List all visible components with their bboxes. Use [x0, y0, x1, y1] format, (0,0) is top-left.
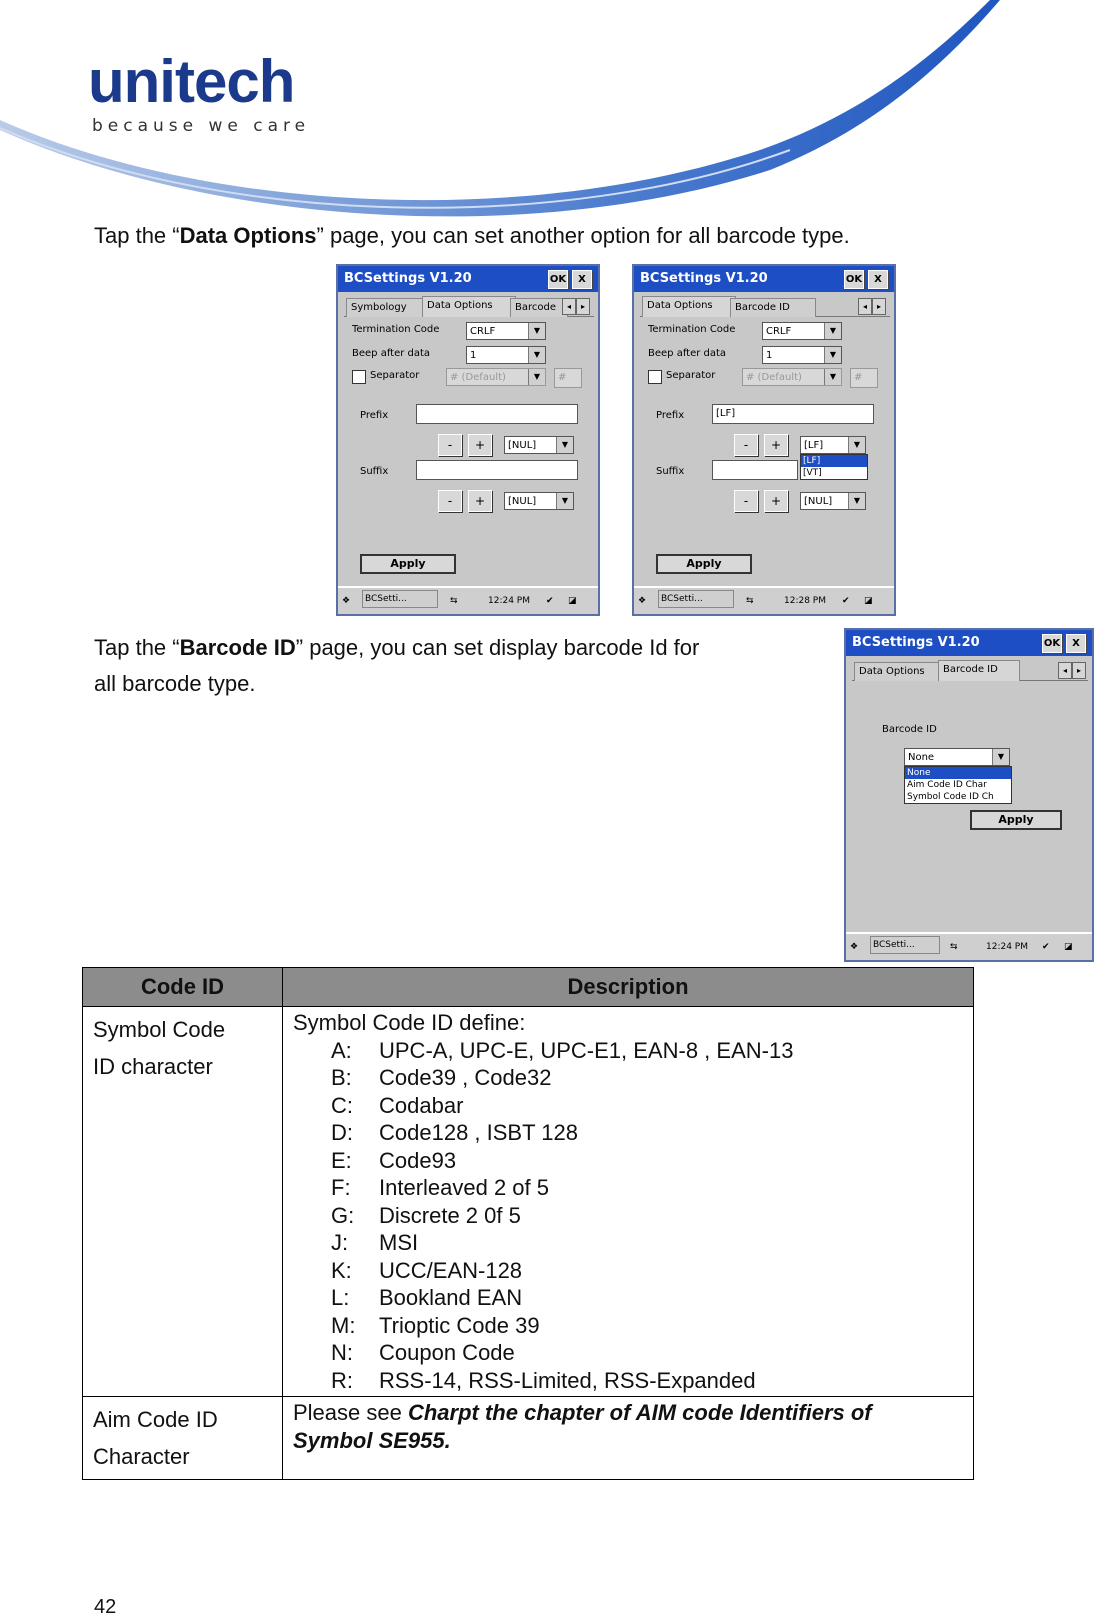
tab-scroll-right-icon[interactable]: ▸	[576, 298, 590, 315]
start-icon[interactable]: ❖	[638, 596, 647, 606]
tab-data-options[interactable]: Data Options	[854, 662, 944, 681]
screenshot-barcode-id	[844, 628, 1094, 962]
brand-logo: unitech	[88, 48, 295, 115]
termination-select[interactable]: CRLF ▼	[762, 322, 842, 340]
chevron-down-icon: ▼	[556, 493, 573, 509]
separator-label: Separator	[370, 370, 420, 381]
tab-scroll-right-icon[interactable]: ▸	[872, 298, 886, 315]
column-header-code-id: Code ID	[83, 968, 283, 1007]
clock: 12:24 PM	[986, 942, 1028, 952]
barcode-id-term: Barcode ID	[179, 635, 296, 660]
list-item: K: UCC/EAN-128	[331, 1257, 523, 1283]
barcode-id-intro: Tap the “Barcode ID” page, you can set display barcode Id for all barcode type.	[94, 635, 700, 696]
prefix-plus-button[interactable]: +	[468, 434, 492, 456]
dropdown-option[interactable]: Symbol Code ID Ch	[907, 792, 994, 802]
list-item: M: Trioptic Code 39	[331, 1312, 540, 1338]
list-item: L: Bookland EAN	[331, 1285, 523, 1310]
tab-strip	[852, 660, 1088, 681]
chevron-down-icon: ▼	[992, 749, 1009, 765]
beep-label: Beep after data	[352, 348, 431, 359]
table-row	[83, 1007, 974, 1397]
table-header-row	[83, 968, 974, 1007]
network-icon: ⇆	[950, 942, 958, 952]
desktop-icon[interactable]: ◪	[864, 596, 873, 606]
code-id-table	[82, 967, 974, 1480]
termination-label: Termination Code	[352, 324, 440, 335]
chevron-down-icon: ▼	[824, 323, 841, 339]
close-button[interactable]: X	[868, 270, 888, 289]
tab-scroll-left-icon[interactable]: ◂	[1058, 662, 1072, 679]
suffix-field[interactable]	[712, 460, 798, 480]
tab-data-options[interactable]: Data Options	[642, 296, 736, 317]
apply-button[interactable]: Apply	[360, 554, 456, 574]
suffix-minus-button[interactable]: -	[438, 490, 462, 512]
column-header-description: Description	[283, 968, 974, 1007]
dropdown-option[interactable]: [VT]	[803, 468, 822, 478]
suffix-label: Suffix	[656, 466, 685, 477]
tab-strip	[640, 296, 890, 317]
taskbar-app-button[interactable]: BCSetti...	[870, 936, 940, 954]
chevron-down-icon: ▼	[848, 437, 865, 453]
tab-barcode-id[interactable]: Barcode ID	[938, 660, 1020, 681]
suffix-minus-button[interactable]: -	[734, 490, 758, 512]
aim-reference: Charpt the chapter of AIM code Identifiers of	[407, 1400, 872, 1425]
screenshot-data-options-prefix	[632, 264, 896, 616]
taskbar	[338, 586, 598, 614]
ok-button[interactable]: OK	[844, 270, 864, 289]
start-icon[interactable]: ❖	[342, 596, 351, 606]
list-item: J: MSI	[331, 1230, 419, 1255]
list-item: D: Code128 , ISBT 128	[331, 1120, 578, 1145]
status-icon: ✔	[1042, 942, 1050, 952]
chevron-down-icon: ▼	[528, 369, 545, 385]
tab-scroll-left-icon[interactable]: ◂	[858, 298, 872, 315]
table-row	[83, 1397, 974, 1480]
tab-data-options[interactable]: Data Options	[422, 296, 516, 317]
tab-barcode[interactable]: Barcode	[510, 298, 568, 317]
separator-label: Separator	[666, 370, 716, 381]
chevron-down-icon: ▼	[824, 347, 841, 363]
list-item: G: Discrete 2 0f 5	[331, 1202, 521, 1228]
close-button[interactable]: X	[572, 270, 592, 289]
beep-select[interactable]: 1 ▼	[466, 346, 546, 364]
separator-checkbox[interactable]	[648, 370, 662, 384]
tab-scroll-right-icon[interactable]: ▸	[1072, 662, 1086, 679]
suffix-field[interactable]	[416, 460, 578, 480]
symbol-code-list	[331, 1037, 963, 1395]
taskbar	[846, 932, 1092, 960]
termination-label: Termination Code	[648, 324, 736, 335]
separator-char-field[interactable]: #	[850, 368, 878, 388]
ok-button[interactable]: OK	[1042, 634, 1062, 653]
page-number: 42	[94, 1596, 117, 1618]
description-cell: Please see Charpt the chapter of AIM code Identifiers of Symbol SE955.	[283, 1397, 974, 1480]
taskbar-app-button[interactable]: BCSetti...	[658, 590, 734, 608]
taskbar	[634, 586, 894, 614]
symbol-code-intro: Symbol Code ID define:	[293, 1010, 526, 1035]
prefix-minus-button[interactable]: -	[734, 434, 758, 456]
beep-label: Beep after data	[648, 348, 727, 359]
list-item: B: Code39 , Code32	[331, 1065, 552, 1090]
dropdown-option[interactable]: Aim Code ID Char	[907, 780, 987, 790]
apply-button[interactable]: Apply	[656, 554, 752, 574]
dropdown-option[interactable]: [LF]	[801, 455, 867, 467]
aim-reference-line2: Symbol SE955.	[293, 1427, 451, 1453]
tab-symbology[interactable]: Symbology	[346, 298, 428, 317]
code-id-cell: Aim Code ID Character	[83, 1397, 283, 1480]
tab-scroll-left-icon[interactable]: ◂	[562, 298, 576, 315]
chevron-down-icon: ▼	[848, 493, 865, 509]
list-item: A: UPC-A, UPC-E, UPC-E1, EAN-8 , EAN-13	[331, 1037, 794, 1063]
data-options-term: Data Options	[179, 223, 317, 248]
tab-strip	[344, 296, 594, 317]
clock: 12:24 PM	[488, 596, 530, 606]
separator-select[interactable]: # (Default) ▼	[446, 368, 546, 386]
list-item: E: Code93	[331, 1147, 457, 1173]
list-item: N: Coupon Code	[331, 1340, 515, 1365]
taskbar-app-button[interactable]: BCSetti...	[362, 590, 438, 608]
prefix-label: Prefix	[360, 410, 389, 421]
prefix-field[interactable]: [LF]	[712, 404, 874, 424]
prefix-char-select[interactable]: [LF] ▼	[800, 436, 866, 454]
tab-barcode-id[interactable]: Barcode ID	[730, 298, 816, 317]
apply-button[interactable]: Apply	[970, 810, 1062, 830]
chevron-down-icon: ▼	[528, 347, 545, 363]
barcode-id-label: Barcode ID	[882, 724, 937, 735]
chevron-down-icon: ▼	[556, 437, 573, 453]
dropdown-option[interactable]: None	[905, 767, 1011, 779]
separator-char-field[interactable]: #	[554, 368, 582, 388]
ok-button[interactable]: OK	[548, 270, 568, 289]
brand-tagline: because we care	[92, 116, 311, 136]
data-options-intro: Tap the “Data Options” page, you can set another option for all barcode type.	[94, 223, 850, 248]
screenshot-data-options-default	[336, 264, 600, 616]
chevron-down-icon: ▼	[824, 369, 841, 385]
suffix-plus-button[interactable]: +	[468, 490, 492, 512]
network-icon: ⇆	[746, 596, 754, 606]
window-title: BCSettings V1.20	[634, 266, 894, 292]
window-title: BCSettings V1.20	[338, 266, 598, 292]
suffix-char-select[interactable]: [NUL] ▼	[800, 492, 866, 510]
clock: 12:28 PM	[784, 596, 826, 606]
prefix-plus-button[interactable]: +	[764, 434, 788, 456]
prefix-minus-button[interactable]: -	[438, 434, 462, 456]
prefix-char-select[interactable]: [NUL] ▼	[504, 436, 574, 454]
beep-select[interactable]: 1 ▼	[762, 346, 842, 364]
chevron-down-icon: ▼	[528, 323, 545, 339]
list-item: R: RSS-14, RSS-Limited, RSS-Expanded	[331, 1367, 756, 1393]
prefix-label: Prefix	[656, 410, 685, 421]
suffix-plus-button[interactable]: +	[764, 490, 788, 512]
separator-checkbox[interactable]	[352, 370, 366, 384]
network-icon: ⇆	[450, 596, 458, 606]
prefix-char-dropdown	[800, 454, 868, 480]
desktop-icon[interactable]: ◪	[568, 596, 577, 606]
suffix-label: Suffix	[360, 466, 389, 477]
status-icon: ✔	[842, 596, 850, 606]
prefix-field[interactable]	[416, 404, 578, 424]
start-icon[interactable]: ❖	[850, 942, 859, 952]
list-item: C: Codabar	[331, 1092, 464, 1118]
suffix-char-select[interactable]: [NUL] ▼	[504, 492, 574, 510]
desktop-icon[interactable]: ◪	[1064, 942, 1073, 952]
close-button[interactable]: X	[1066, 634, 1086, 653]
list-item: F: Interleaved 2 of 5	[331, 1175, 550, 1200]
barcode-id-dropdown	[904, 766, 1012, 804]
termination-select[interactable]: CRLF ▼	[466, 322, 546, 340]
separator-select[interactable]: # (Default) ▼	[742, 368, 842, 386]
code-id-cell: Symbol Code ID character	[83, 1007, 283, 1397]
barcode-id-select[interactable]: None ▼	[904, 748, 1010, 766]
window-title: BCSettings V1.20	[846, 630, 1092, 656]
description-cell	[283, 1007, 974, 1397]
status-icon: ✔	[546, 596, 554, 606]
